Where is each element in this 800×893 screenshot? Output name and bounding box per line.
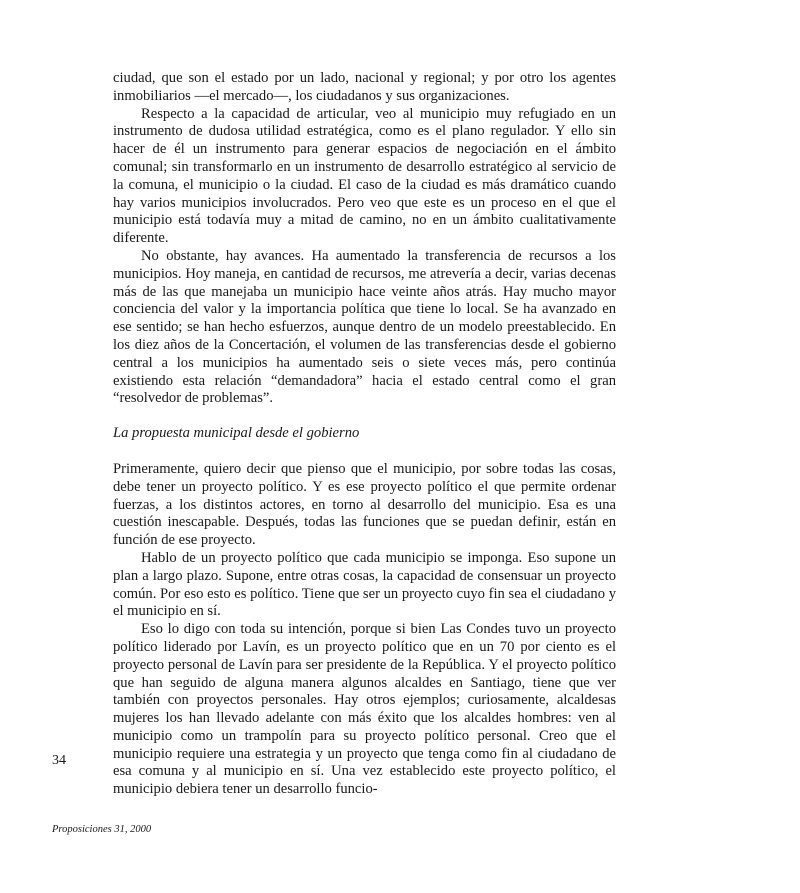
paragraph: Hablo de un proyecto político que cada municipio se imponga. Eso supone un plan a largo plazo. Supone, entre otras cosas, la capacidad de consensuar un proyecto común. Por eso esto es político. Tiene que ser un proyecto cuyo fin sea el ciudadano y el municipio en sí. bbox=[113, 549, 616, 620]
paragraph: Eso lo digo con toda su intención, porque si bien Las Condes tuvo un proyecto político liderado por Lavín, es un proyecto político que en un 70 por ciento es el proyecto personal de Lavín para ser presidente de la República. Y el proyecto político que han seguido de alguna manera algunos alcaldes en Santiago, tiene que ver también con proyectos personales. Hay otros ejemplos; curiosamente, alcaldesas mujeres los han llevado adelante con más éxito que los alcaldes hombres: ven al municipio como un trampolín para su proyecto político personal. Creo que el municipio requiere una estrategia y un proyecto que tenga como fin al ciudadano de esa comuna y al municipio en sí. Una vez establecido este proyecto político, el municipio debiera tener un desarrollo funcio- bbox=[113, 621, 616, 798]
paragraph: Respecto a la capacidad de articular, veo al municipio muy refugiado en un instrumento de dudosa utilidad estratégica, como es el plano regulador. Y ello sin hacer de él un instrumento para generar espacios de negociación en el ámbito comunal; sin transformarlo en un instrumento de desarrollo estratégico al servicio de la comuna, el municipio o la ciudad. El caso de la ciudad es más dramático cuando hay varios municipios involucrados. Pero veo que este es un proceso en el que el municipio está todavía muy a mitad de camino, no en un ámbito cualitativamente diferente. bbox=[113, 105, 616, 247]
body-text bbox=[113, 70, 616, 799]
running-footer: Proposiciones 31, 2000 bbox=[52, 824, 152, 835]
section-heading: La propuesta municipal desde el gobierno bbox=[113, 425, 360, 442]
page-number: 34 bbox=[52, 753, 66, 768]
paragraph: No obstante, hay avances. Ha aumentado la transferencia de recursos a los municipios. Hoy maneja, en cantidad de recursos, me atrevería a decir, varias decenas más de las que manejaba un municipio hace veinte años atrás. Hay mucho mayor conciencia del valor y la importancia política que tiene lo local. Se ha avanzado en ese sentido; se han hecho esfuerzos, aunque dentro de un modelo preestablecido. En los diez años de la Concertación, el volumen de las transferencias desde el gobierno central a los municipios ha aumentado seis o siete veces más, pero continúa existiendo esta relación “demandadora” hacia el estado central como el gran “resolvedor de problemas”. bbox=[113, 247, 616, 407]
paragraph: ciudad, que son el estado por un lado, nacional y regional; y por otro los agentes inmobiliarios —el mercado—, los ciudadanos y sus organizaciones. bbox=[113, 70, 616, 104]
paragraph: Primeramente, quiero decir que pienso que el municipio, por sobre todas las cosas, debe tener un proyecto político. Y es ese proyecto político el que permite ordenar fuerzas, a los distintos actores, en torno al desarrollo del municipio. Esa es una cuestión inescapable. Después, todas las funciones que se puedan definir, están en función de ese proyecto. bbox=[113, 460, 616, 549]
